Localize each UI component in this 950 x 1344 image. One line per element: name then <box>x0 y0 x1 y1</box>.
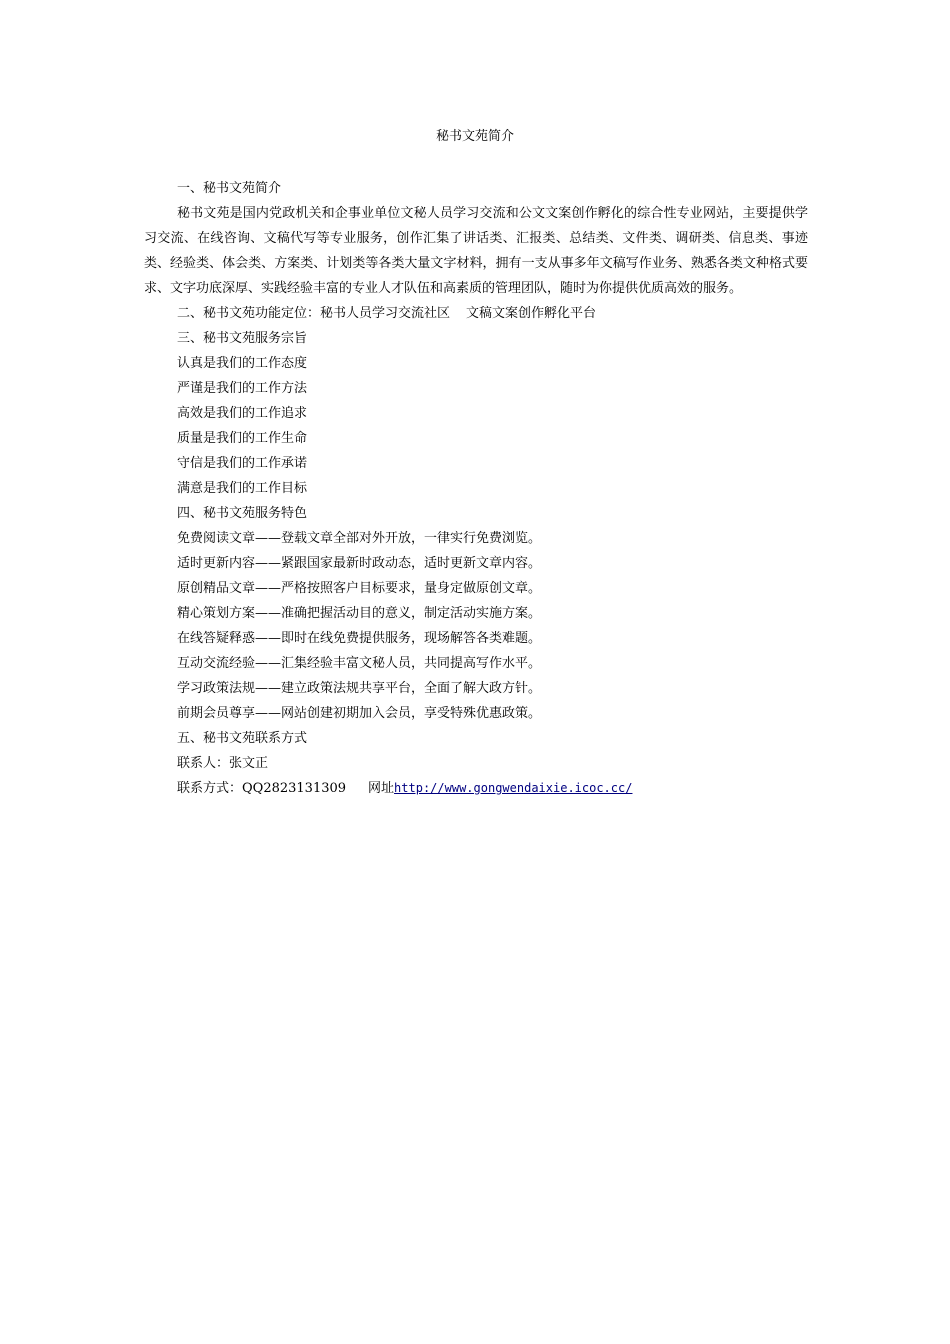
section4-item: 前期会员尊享——网站创建初期加入会员，享受特殊优惠政策。 <box>177 706 542 721</box>
section3-item: 严谨是我们的工作方法 <box>177 381 308 396</box>
section3-item: 守信是我们的工作承诺 <box>177 456 308 471</box>
section4-item: 在线答疑释惑——即时在线免费提供服务，现场解答各类难题。 <box>177 631 542 646</box>
section3-item: 高效是我们的工作追求 <box>177 406 308 421</box>
section2-heading-line <box>144 301 808 326</box>
section4-item: 免费阅读文章——登载文章全部对外开放，一律实行免费浏览。 <box>177 531 542 546</box>
contact-method: 联系方式：QQ2823131309 <box>177 781 347 796</box>
contact-line <box>144 776 808 801</box>
section4-item: 互动交流经验——汇集经验丰富文秘人员，共同提高写作水平。 <box>177 656 542 671</box>
section3-heading: 三、秘书文苑服务宗旨 <box>177 331 308 346</box>
section1-paragraph: 秘书文苑是国内党政机关和企事业单位文秘人员学习交流和公文文案创作孵化的综合性专业网站，主要提供学习交流、在线咨询、文稿代写等专业服务，创作汇集了讲话类、汇报类、总结类、文件类、调研类、信息类、事迹类、经验类、体会类、方案类、计划类等各类大量文字材料，拥有一支从事多年文稿写作业务、熟悉各类文种格式要求、文字功底深厚、实践经验丰富的专业人才队伍和高素质的管理团队，随时为你提供优质高效的服务。 <box>144 206 808 296</box>
section4-item: 原创精品文章——严格按照客户目标要求，量身定做原创文章。 <box>177 581 542 596</box>
document-title: 秘书文苑简介 <box>435 129 514 144</box>
section4-heading: 四、秘书文苑服务特色 <box>177 506 308 521</box>
section2-heading: 二、秘书文苑功能定位：秘书人员学习交流社区 <box>177 306 451 321</box>
section3-item: 认真是我们的工作态度 <box>177 356 308 371</box>
section4-item: 适时更新内容——紧跟国家最新时政动态，适时更新文章内容。 <box>177 556 542 571</box>
section3-item: 质量是我们的工作生命 <box>177 431 308 446</box>
contact-person: 联系人：张文正 <box>177 756 269 771</box>
section4-item: 精心策划方案——准确把握活动目的意义，制定活动实施方案。 <box>177 606 542 621</box>
site-url-link[interactable]: http://www.gongwendaixie.icoc.cc/ <box>394 781 633 795</box>
section3-item: 满意是我们的工作目标 <box>177 481 308 496</box>
section5-heading: 五、秘书文苑联系方式 <box>177 731 308 746</box>
section4-item: 学习政策法规——建立政策法规共享平台，全面了解大政方针。 <box>177 681 542 696</box>
site-label: 网址 <box>368 781 395 796</box>
section2-extra: 文稿文案创作孵化平台 <box>466 306 597 321</box>
document-body <box>144 176 808 801</box>
section1-heading: 一、秘书文苑简介 <box>177 181 282 196</box>
